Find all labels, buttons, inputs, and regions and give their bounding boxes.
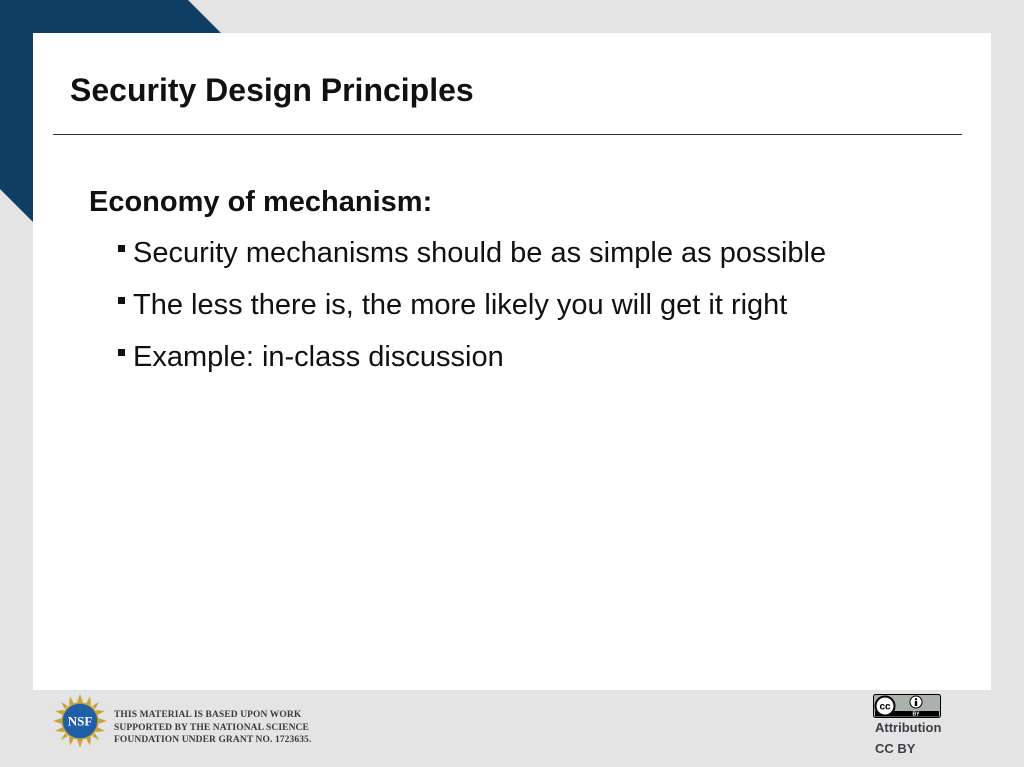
cc-mark: cc	[879, 701, 891, 713]
square-bullet-icon	[118, 297, 125, 304]
bullet-text: Security mechanisms should be as simple as possible	[133, 237, 827, 269]
grant-line: SUPPORTED BY THE NATIONAL SCIENCE	[114, 722, 309, 733]
grant-acknowledgement	[114, 709, 311, 747]
title-divider	[53, 134, 962, 135]
nsf-logo-icon	[53, 694, 107, 748]
slide-title: Security Design Principles	[70, 72, 474, 108]
by-mark: BY	[912, 711, 920, 718]
cc-by-icon	[873, 694, 941, 718]
bullet-list	[118, 237, 826, 393]
license-type-label: CC BY	[875, 741, 916, 756]
bullet-item	[118, 237, 826, 289]
bullet-text: Example: in-class discussion	[133, 341, 504, 373]
license-attribution-label: Attribution	[875, 720, 942, 735]
bullet-item	[118, 289, 826, 341]
nsf-logo-text: NSF	[67, 713, 93, 729]
square-bullet-icon	[118, 349, 125, 356]
section-heading: Economy of mechanism:	[89, 186, 433, 218]
bullet-text: The less there is, the more likely you will get it right	[133, 289, 788, 321]
bullet-item	[118, 341, 826, 393]
grant-line: THIS MATERIAL IS BASED UPON WORK	[114, 710, 302, 720]
square-bullet-icon	[118, 245, 125, 252]
grant-line: FOUNDATION UNDER GRANT NO. 1723635.	[114, 735, 312, 745]
